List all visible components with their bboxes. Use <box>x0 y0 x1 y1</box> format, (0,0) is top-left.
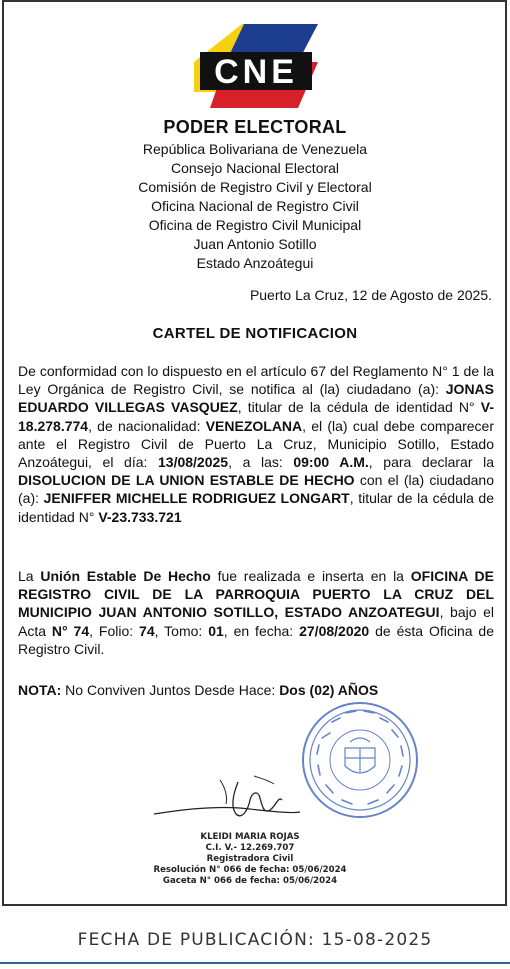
appearance-date: 13/08/2025 <box>158 454 229 471</box>
p1-text: , titular de la cédula de identidad N° <box>237 399 481 416</box>
union-type: Unión Estable De Hecho <box>40 568 211 584</box>
tomo-number: 01 <box>208 622 224 639</box>
authority-heading: PODER ELECTORAL <box>163 117 347 137</box>
partner-id: V-23.733.721 <box>98 508 182 525</box>
authority-line-council: Consejo Nacional Electoral <box>170 160 340 176</box>
p2-text: , en fecha: <box>223 622 300 639</box>
registration-date: 27/08/2020 <box>299 622 370 639</box>
signer-name: KLEIDI MARIA ROJAS <box>200 832 300 842</box>
p1-text: De conformidad con lo dispuesto en el artículo 67 del Reglamento N° 1 de la Ley Orgánica de Registro Civil, se notifica al (la) ciudadano (a): <box>18 363 494 398</box>
folio-number: 74 <box>139 622 155 639</box>
acta-number: N° 74 <box>51 622 90 639</box>
procedure-name: DISOLUCION DE LA UNION ESTABLE DE HECHO <box>18 472 355 489</box>
handwritten-signature <box>150 770 305 830</box>
nota-line <box>18 681 494 699</box>
p1-text: , para declarar la <box>368 454 494 471</box>
authority-line-commission: Comisión de Registro Civil y Electoral <box>138 179 372 195</box>
document-title: CARTEL DE NOTIFICACION <box>152 325 358 342</box>
cne-logo <box>186 22 326 110</box>
nationality: VENEZOLANA <box>205 417 303 434</box>
publication-date: FECHA DE PUBLICACIÓN: 15-08-2025 <box>77 930 433 950</box>
signer-resolution: Resolución N° 066 de fecha: 05/06/2024 <box>153 865 347 875</box>
p2-text: fue realizada e inserta en la <box>210 568 411 584</box>
issuing-authority <box>0 117 510 273</box>
nota-value: Dos (02) AÑOS <box>279 682 379 698</box>
date-line: Puerto La Cruz, 12 de Agosto de 2025. <box>249 287 492 303</box>
authority-line-state: Estado Anzoátegui <box>196 255 314 271</box>
p2-text: La <box>18 568 41 584</box>
authority-line-national-office: Oficina Nacional de Registro Civil <box>151 198 359 214</box>
signer-id: C.I. V.- 12.269.707 <box>205 843 295 853</box>
p1-text: , a las: <box>228 454 294 471</box>
p2-text: de ésta Oficina de Registro Civil. <box>18 622 494 657</box>
notified-person-id: V-18.278.774 <box>18 399 494 434</box>
nota-label: NOTA: <box>18 682 62 698</box>
p2-text: , Tomo: <box>154 622 209 639</box>
official-seal <box>300 700 420 820</box>
signer-block <box>150 832 350 887</box>
p1-text: , de nacionalidad: <box>88 417 206 434</box>
p2-text: , bajo el Acta <box>18 604 494 639</box>
authority-line-municipality: Juan Antonio Sotillo <box>193 236 317 252</box>
registration-paragraph <box>18 567 494 658</box>
signer-gazette: Gaceta N° 066 de fecha: 05/06/2024 <box>162 876 338 886</box>
p1-text: , el (la) cual debe comparecer ante el Registro Civil de Puerto La Cruz, Municipio Sotillo, Estado Anzoátegui, el día: <box>18 417 494 471</box>
notified-person-name: JONAS EDUARDO VILLEGAS VASQUEZ <box>18 381 494 416</box>
signer-role: Registradora Civil <box>206 854 294 864</box>
appearance-time: 09:00 A.M. <box>293 454 369 471</box>
publication-underline <box>0 962 510 964</box>
p1-text: , titular de la cédula de identidad N° <box>18 490 494 525</box>
authority-line-municipal-office: Oficina de Registro Civil Municipal <box>148 217 362 233</box>
partner-name: JENIFFER MICHELLE RODRIGUEZ LONGART <box>43 490 350 507</box>
p1-text: con el (la) ciudadano (a): <box>18 472 494 507</box>
nota-text: No Conviven Juntos Desde Hace: <box>61 682 280 698</box>
registry-office: OFICINA DE REGISTRO CIVIL DE LA PARROQUIA PUERTO LA CRUZ DEL MUNICIPIO JUAN ANTONIO SOTILLO, ESTADO ANZOATEGUI <box>18 568 495 621</box>
p2-text: , Folio: <box>89 622 140 639</box>
notification-paragraph <box>18 362 494 526</box>
authority-line-country: República Bolivariana de Venezuela <box>142 141 368 157</box>
logo-text: CNE <box>214 53 298 91</box>
